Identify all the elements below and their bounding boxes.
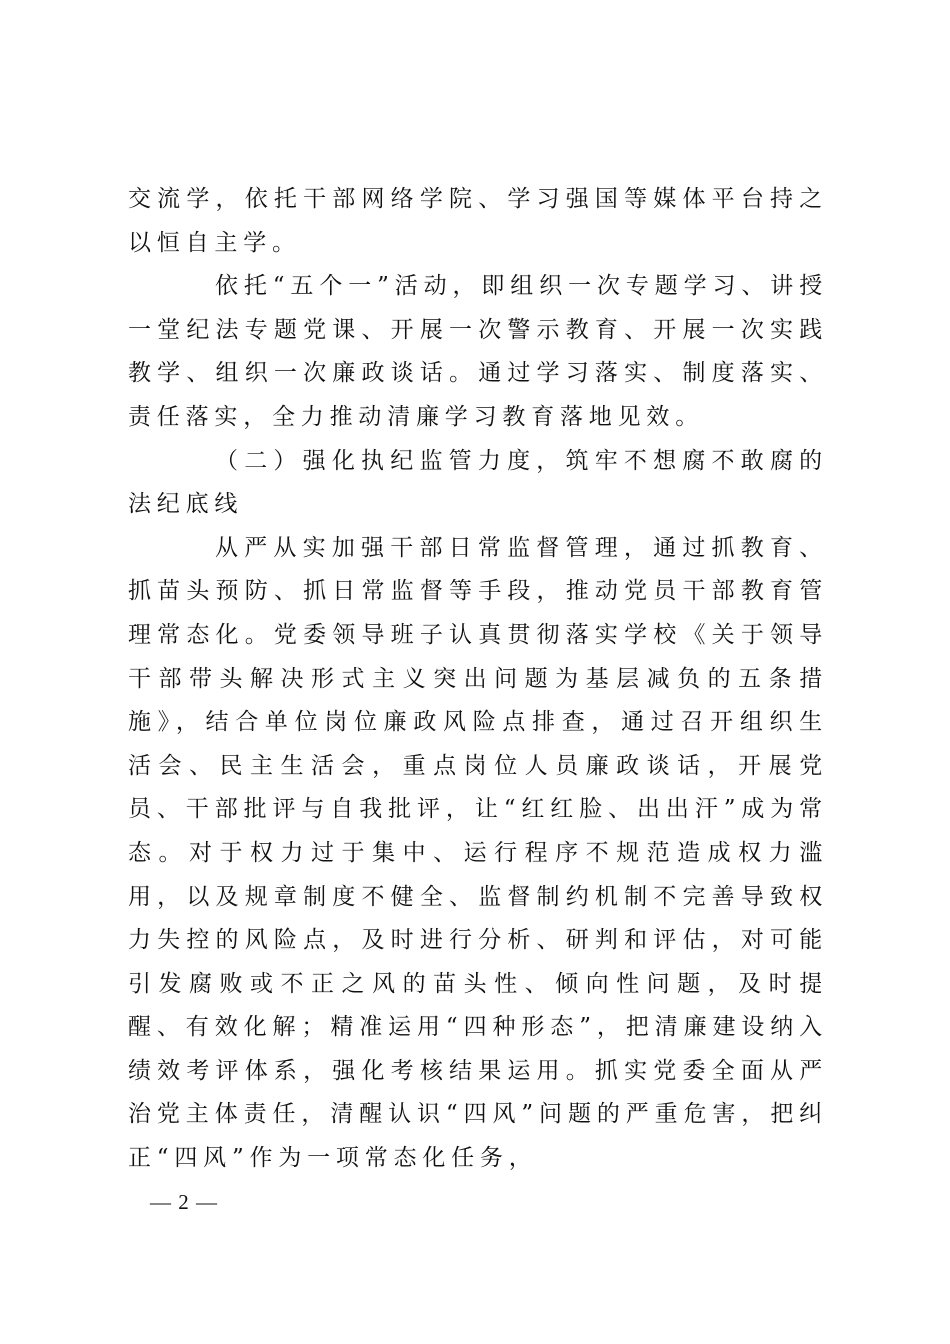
paragraph-five-ones-activity: 依托“五个一”活动，即组织一次专题学习、讲授一堂纪法专题党课、开展一次警示教育、开展一次实践教学、组织一次廉政谈话。通过学习落实、制度落实、责任落实，全力推动清廉学习教育落地见效。 xyxy=(128,273,828,430)
section-heading: （二）强化执纪监管力度，筑牢不想腐不敢腐的法纪底线 xyxy=(128,447,828,518)
paragraph-supervision: 从严从实加强干部日常监督管理，通过抓教育、抓苗头预防、抓日常监督等手段，推动党员干部教育管理常态化。党委领导班子认真贯彻落实学校《关于领导干部带头解决形式主义突出问题为基层减负的五条措施》，结合单位岗位廉政风险点排查，通过召开组织生活会、民主生活会，重点岗位人员廉政谈话，开展党员、干部批评与自我批评，让“红红脸、出出汗”成为常态。对于权力过于集中、运行程序不规范造成权力滥用，以及规章制度不健全、监督制约机制不完善导致权力失控的风险点，及时进行分析、研判和评估，对可能引发腐败或不正之风的苗头性、倾向性问题，及时提醒、有效化解；精准运用“四种形态”，把清廉建设纳入绩效考评体系，强化考核结果运用。抓实党委全面从严治党主体责任，清醒认识“四风”问题的严重危害，把纠正“四风”作为一项常态化任务， xyxy=(128,534,828,1172)
document-body xyxy=(128,178,828,1181)
page-number: — 2 — xyxy=(150,1190,218,1214)
paragraph-continuation: 交流学，依托干部网络学院、学习强国等媒体平台持之以恒自主学。 xyxy=(128,186,828,256)
